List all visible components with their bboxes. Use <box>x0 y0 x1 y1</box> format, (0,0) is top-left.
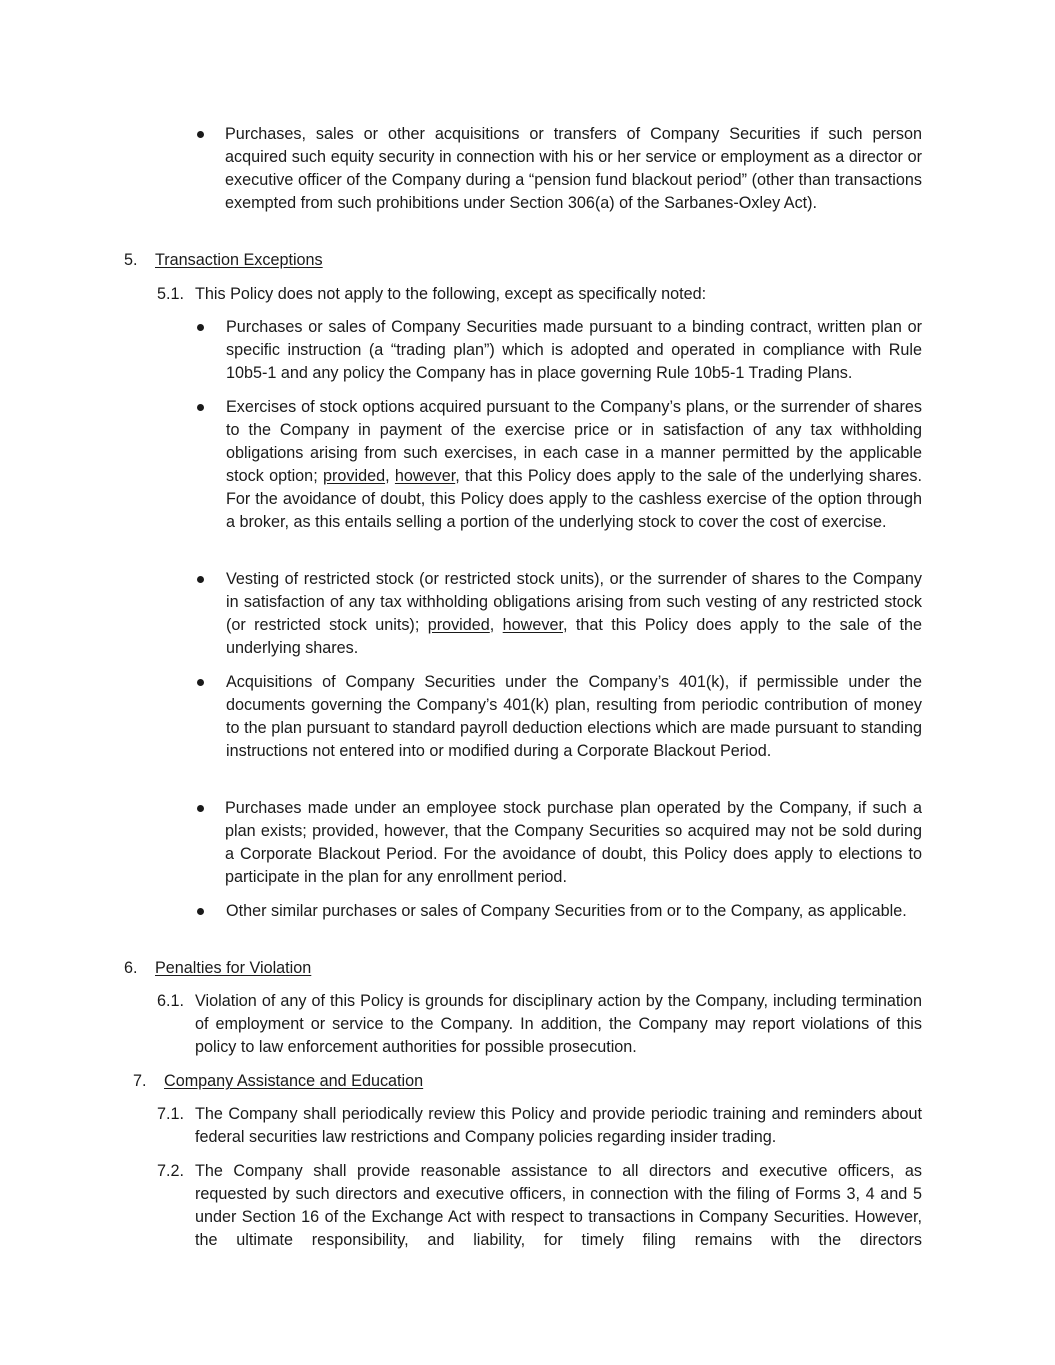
however-term: however <box>394 467 456 486</box>
bullet-icon <box>197 404 204 411</box>
section-5-1-number: 5.1. <box>157 285 185 303</box>
section-7-title: Company Assistance and Education <box>164 1072 424 1090</box>
section-6-title: Penalties for Violation <box>155 959 312 977</box>
bullet-icon <box>197 805 204 812</box>
section-7-2-text: The Company shall provide reasonable assistance to all directors and executive officers, as requested by such directors and executive officers, in connection with the filing of Forms 3, 4 and 5 under Section 16 of the Exchange Act with respect to transactions in Company Securities. However, the ultimate responsibility, and liability, for timely filing remains with the directors <box>195 1162 922 1250</box>
text-run: , that this Policy does apply to the sale of the underlying shares. <box>226 616 922 658</box>
exception-restricted-stock <box>226 568 922 660</box>
section-5-1-text: This Policy does not apply to the following, except as specifically noted: <box>195 285 707 303</box>
bullet-icon <box>197 679 204 686</box>
section-7-1-number: 7.1. <box>157 1105 185 1123</box>
exception-trading-plan: Purchases or sales of Company Securities made pursuant to a binding contract, written plan or specific instruction (a “trading plan”) which is adopted and operated in compliance with Rule 10b5-1 and any policy the Company has in place governing Rule 10b5-1 Trading Plans. <box>226 318 922 383</box>
section-5-number: 5. <box>124 251 138 269</box>
text-run: , that this Policy does apply to the sale of the underlying shares. For the avoidance of doubt, this Policy does apply to the cashless exercise of the option through a broker, as this entails selling a portion of the underlying stock to cover the cost of exercise. <box>226 467 922 532</box>
section-6-1-text: Violation of any of this Policy is grounds for disciplinary action by the Company, including termination of employment or service to the Company. In addition, the Company may report violations of this policy to law enforcement authorities for possible prosecution. <box>195 992 922 1057</box>
provided-term: provided <box>323 467 386 486</box>
section-6-1-number: 6.1. <box>157 992 185 1010</box>
section-6-number: 6. <box>124 959 138 977</box>
exception-other: Other similar purchases or sales of Company Securities from or to the Company, as applicable. <box>226 902 907 920</box>
text-run: Vesting of restricted stock (or restricted stock units), or the surrender of shares to the Company in satisfaction of any tax withholding obligations arising from such vesting of any restricted stock (or restricted stock units); <box>226 570 922 635</box>
exception-stock-options <box>226 396 922 535</box>
section-7-2-number: 7.2. <box>157 1162 185 1180</box>
bullet-icon <box>197 576 204 583</box>
bullet-icon <box>197 131 204 138</box>
section-5-title: Transaction Exceptions <box>155 251 323 269</box>
text-run: , <box>385 467 395 486</box>
bullet-icon <box>197 324 204 331</box>
bullet-icon <box>197 908 204 915</box>
however-term: however <box>502 616 563 635</box>
intro-bullet-text: Purchases, sales or other acquisitions or transfers of Company Securities if such person acquired such equity security in connection with his or her service or employment as a director or executive officer of the Company during a “pension fund blackout period” (other than transactions exempted from such prohibitions under Section 306(a) of the Sarbanes-Oxley Act). <box>225 125 922 213</box>
text-run: , <box>489 616 503 635</box>
section-7-number: 7. <box>133 1072 147 1090</box>
exception-espp: Purchases made under an employee stock purchase plan operated by the Company, if such a plan exists; provided, however, that the Company Securities so acquired may not be sold during a Corporate Blackout Period. For the avoidance of doubt, this Policy does apply to elections to participate in the plan for any enrollment period. <box>225 799 922 887</box>
exception-401k: Acquisitions of Company Securities under the Company’s 401(k), if permissible under the documents governing the Company’s 401(k) plan, resulting from periodic contribution of money to the plan pursuant to standard payroll deduction elections which are made pursuant to standing instructions not entered into or modified during a Corporate Blackout Period. <box>226 673 922 761</box>
provided-term: provided <box>427 616 490 635</box>
section-7-1-text: The Company shall periodically review this Policy and provide periodic training and reminders about federal securities law restrictions and Company policies regarding insider trading. <box>195 1105 922 1147</box>
text-run: Exercises of stock options acquired pursuant to the Company’s plans, or the surrender of shares to the Company in payment of the exercise price or in satisfaction of any tax withholding obligations arising from such exercises, in each case in a manner permitted by the applicable stock option; <box>226 398 922 486</box>
